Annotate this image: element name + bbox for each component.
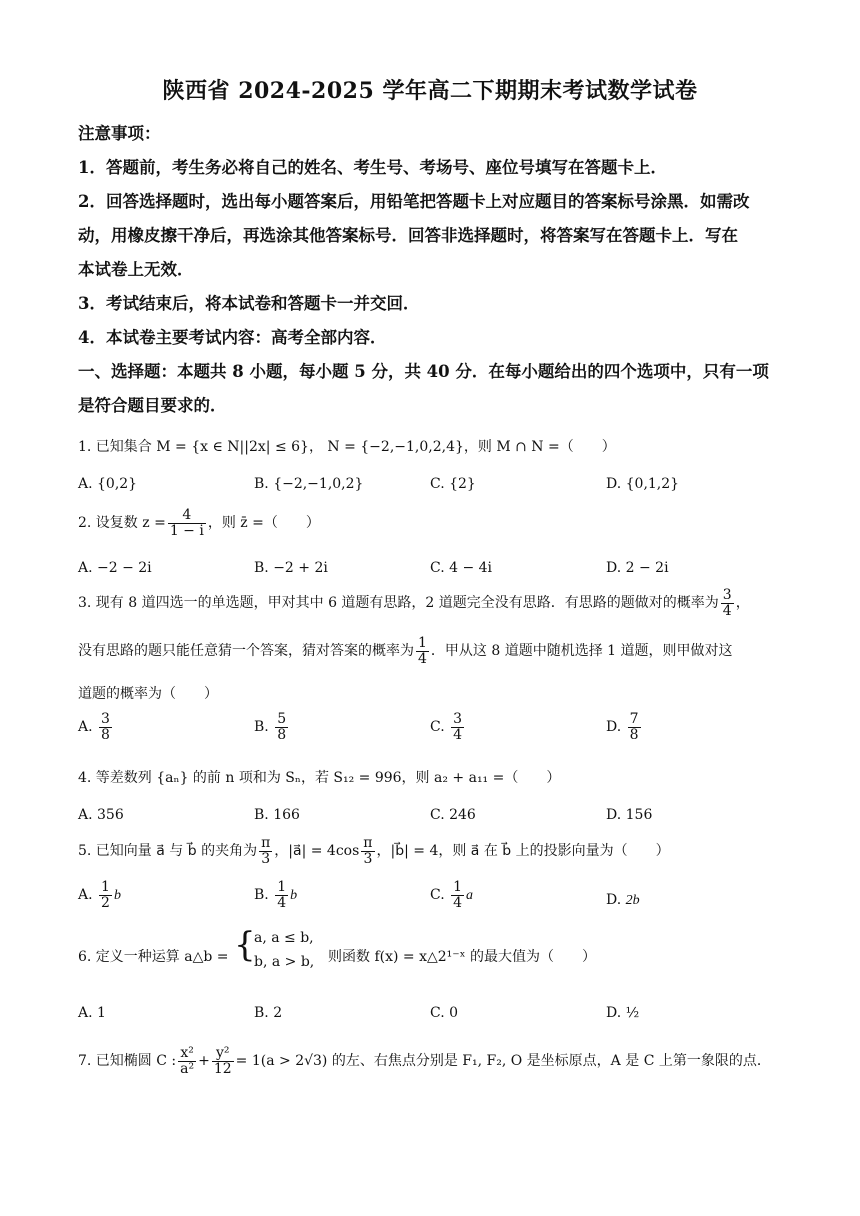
- notice-item-2: 2．回答选择题时，选出每小题答案后，用铅笔把答题卡上对应题目的答案标号涂黑．如需改: [78, 192, 750, 211]
- q3-option-d-label: D.: [606, 719, 622, 736]
- q7-fraction-y: [212, 1046, 234, 1076]
- q5-c-den: 4: [453, 894, 463, 911]
- q1-option-c: C. {2}: [430, 476, 476, 492]
- question-7-stem: [78, 1046, 798, 1076]
- q2-fraction: [168, 508, 206, 538]
- q5-f1-den: 3: [261, 850, 271, 867]
- q5-f2-num: π: [363, 835, 373, 851]
- q6-option-b: B. 2: [254, 1005, 283, 1021]
- page-title: 陕西省 2024-2025 学年高二下期期末考试数学试卷: [162, 78, 698, 104]
- q5-a-num: 1: [101, 879, 110, 895]
- q3-l2-num: 1: [418, 635, 427, 651]
- q7-fraction-x: [178, 1046, 196, 1076]
- q5-option-a-vector: b⃗: [113, 888, 132, 904]
- q5-option-c-vector: a⃗: [466, 888, 484, 904]
- q5-option-c-fraction: [451, 880, 464, 910]
- q4-option-b: B. 166: [254, 807, 300, 823]
- q5-stem-c: ，|b⃗| = 4，则 a⃗ 在 b⃗ 上的投影向量为（ ）: [376, 843, 670, 860]
- q4-option-c: C. 246: [430, 807, 476, 823]
- q3-option-b-fraction: [275, 712, 288, 742]
- q1-option-d: D. {0,1,2}: [606, 476, 680, 492]
- q7-plus: +: [198, 1053, 210, 1070]
- q2-option-c: C. 4 − 4i: [430, 560, 493, 576]
- question-5-stem: [78, 836, 798, 866]
- q3-l2-den: 4: [418, 650, 427, 667]
- q3-option-c: [430, 712, 466, 742]
- q3-option-b: [254, 712, 290, 742]
- q6-stem-a: 6. 定义一种运算 a△b =: [78, 949, 229, 965]
- q6-stem-b: 则函数 f(x) = x△2¹⁻ˣ 的最大值为（ ）: [328, 949, 597, 965]
- question-2-stem: [78, 508, 798, 538]
- q5-option-b: [254, 880, 308, 910]
- q5-f2-den: 3: [363, 850, 373, 867]
- q5-option-b-label: B.: [254, 887, 269, 904]
- q7-fy-num: y²: [212, 1046, 234, 1062]
- q5-stem-a: 5. 已知向量 a⃗ 与 b⃗ 的夹角为: [78, 843, 258, 860]
- q7-fx-num: x²: [178, 1046, 196, 1062]
- notice-item-2-cont: 动，用橡皮擦干净后，再选涂其他答案标号．回答非选择题时，将答案写在答题卡上．写在: [78, 226, 738, 245]
- q6-option-a: A. 1: [78, 1005, 106, 1021]
- question-1-stem: 1. 已知集合 M = {x ∈ N||2x| ≤ 6}， N = {−2,−1,0,2,4}，则 M ∩ N =（ ）: [78, 439, 616, 455]
- q2-stem-a: 2. 设复数 z =: [78, 515, 166, 532]
- q3-option-c-fraction: [451, 712, 464, 742]
- q6-case-1: a, a ≤ b,: [254, 930, 314, 946]
- q3-option-b-label: B.: [254, 719, 269, 736]
- q5-b-num: 1: [277, 879, 287, 895]
- question-4-stem: 4. 等差数列 {aₙ} 的前 n 项和为 Sₙ，若 S₁₂ = 996，则 a₂ + a₁₁ =（ ）: [78, 770, 561, 786]
- q4-option-a: A. 356: [78, 807, 124, 823]
- q6-option-d: D. ½: [606, 1005, 640, 1021]
- q3-b-den: 8: [277, 726, 287, 743]
- q7-stem-b: = 1(a > 2√3) 的左、右焦点分别是 F₁, F₂, O 是坐标原点，A 是 C 上第一象限的点．: [235, 1053, 771, 1070]
- q3-option-a-label: A.: [78, 719, 93, 736]
- q6-case-2: b, a > b,: [254, 954, 315, 970]
- q6-option-c: C. 0: [430, 1005, 459, 1021]
- q3-option-d-fraction: [628, 712, 641, 742]
- q5-option-d: [606, 892, 651, 909]
- q3-line2-b: ．甲从这 8 道题中随机选择 1 道题，则甲做对这: [430, 643, 733, 660]
- q6-left-brace: {: [234, 925, 256, 965]
- q3-l1-den: 4: [722, 602, 732, 619]
- q2-option-d: D. 2 − 2i: [606, 560, 669, 576]
- q3-option-a-fraction: [99, 712, 112, 742]
- q3-d-num: 7: [629, 711, 639, 727]
- q5-option-a: [78, 880, 132, 910]
- q5-option-b-fraction: [275, 880, 288, 910]
- notice-item-1: 1．答题前，考生务必将自己的姓名、考生号、考场号、座位号填写在答题卡上．: [78, 158, 667, 177]
- q2-option-a: A. −2 − 2i: [78, 560, 152, 576]
- q3-c-num: 3: [453, 711, 463, 727]
- q7-fy-den: 12: [213, 1060, 232, 1077]
- q5-option-c-label: C.: [430, 887, 445, 904]
- q5-option-a-label: A.: [78, 887, 93, 904]
- q5-fraction-2: [361, 836, 374, 866]
- q3-line2-fraction: [416, 636, 429, 666]
- q5-option-b-vector: b⃗: [290, 888, 309, 904]
- q4-option-d: D. 156: [606, 807, 653, 823]
- q5-option-d-text: 2b⃗: [625, 893, 651, 908]
- q5-c-num: 1: [453, 879, 463, 895]
- q5-option-c: [430, 880, 484, 910]
- q1-option-b: B. {−2,−1,0,2}: [254, 476, 364, 492]
- q2-frac-den: 1 − i: [169, 522, 204, 539]
- q3-l1-num: 3: [722, 587, 732, 603]
- q3-c-den: 4: [453, 726, 463, 743]
- q3-a-num: 3: [101, 711, 110, 727]
- question-3-line-3: 道题的概率为（ ）: [78, 686, 218, 702]
- q3-line2-a: 没有思路的题只能任意猜一个答案，猜对答案的概率为: [78, 643, 414, 660]
- q3-option-c-label: C.: [430, 719, 445, 736]
- q3-line1-fraction: [721, 588, 734, 618]
- q2-option-b: B. −2 + 2i: [254, 560, 328, 576]
- section-heading-cont: 是符合题目要求的．: [78, 396, 227, 415]
- q3-d-den: 8: [629, 726, 639, 743]
- notice-item-4: 4．本试卷主要考试内容：高考全部内容．: [78, 328, 387, 347]
- q1-option-a: A. {0,2}: [78, 476, 138, 492]
- q2-stem-b: ，则 z̄ =（ ）: [207, 515, 320, 532]
- q5-stem-b: ，|a⃗| = 4cos: [274, 843, 360, 860]
- q5-f1-num: π: [261, 835, 271, 851]
- q5-b-den: 4: [277, 894, 287, 911]
- q7-stem-a: 7. 已知椭圆 C :: [78, 1053, 177, 1070]
- q5-option-a-fraction: [99, 880, 112, 910]
- notice-heading: 注意事项：: [78, 124, 161, 143]
- notice-item-2-end: 本试卷上无效．: [78, 260, 194, 279]
- q3-option-a: [78, 712, 114, 742]
- q3-line1-b: ，: [735, 595, 750, 612]
- question-3-line-1: [78, 588, 798, 618]
- question-3-line-2: [78, 636, 798, 666]
- q2-frac-num: 4: [168, 508, 206, 524]
- q3-b-num: 5: [277, 711, 287, 727]
- q3-line1-a: 3. 现有 8 道四选一的单选题，甲对其中 6 道题有思路，2 道题完全没有思路．有思路的题做对的概率为: [78, 595, 719, 612]
- question-6-stem: [78, 925, 798, 980]
- q5-a-den: 2: [101, 894, 110, 911]
- section-heading: 一、选择题：本题共 8 小题，每小题 5 分，共 40 分．在每小题给出的四个选项中，只有一项: [78, 362, 769, 381]
- q3-a-den: 8: [101, 726, 110, 743]
- q7-fx-den: a²: [180, 1060, 195, 1077]
- notice-item-3: 3．考试结束后，将本试卷和答题卡一并交回．: [78, 294, 420, 313]
- q5-option-d-label: D.: [606, 892, 622, 908]
- q5-fraction-1: [259, 836, 272, 866]
- q3-option-d: [606, 712, 643, 742]
